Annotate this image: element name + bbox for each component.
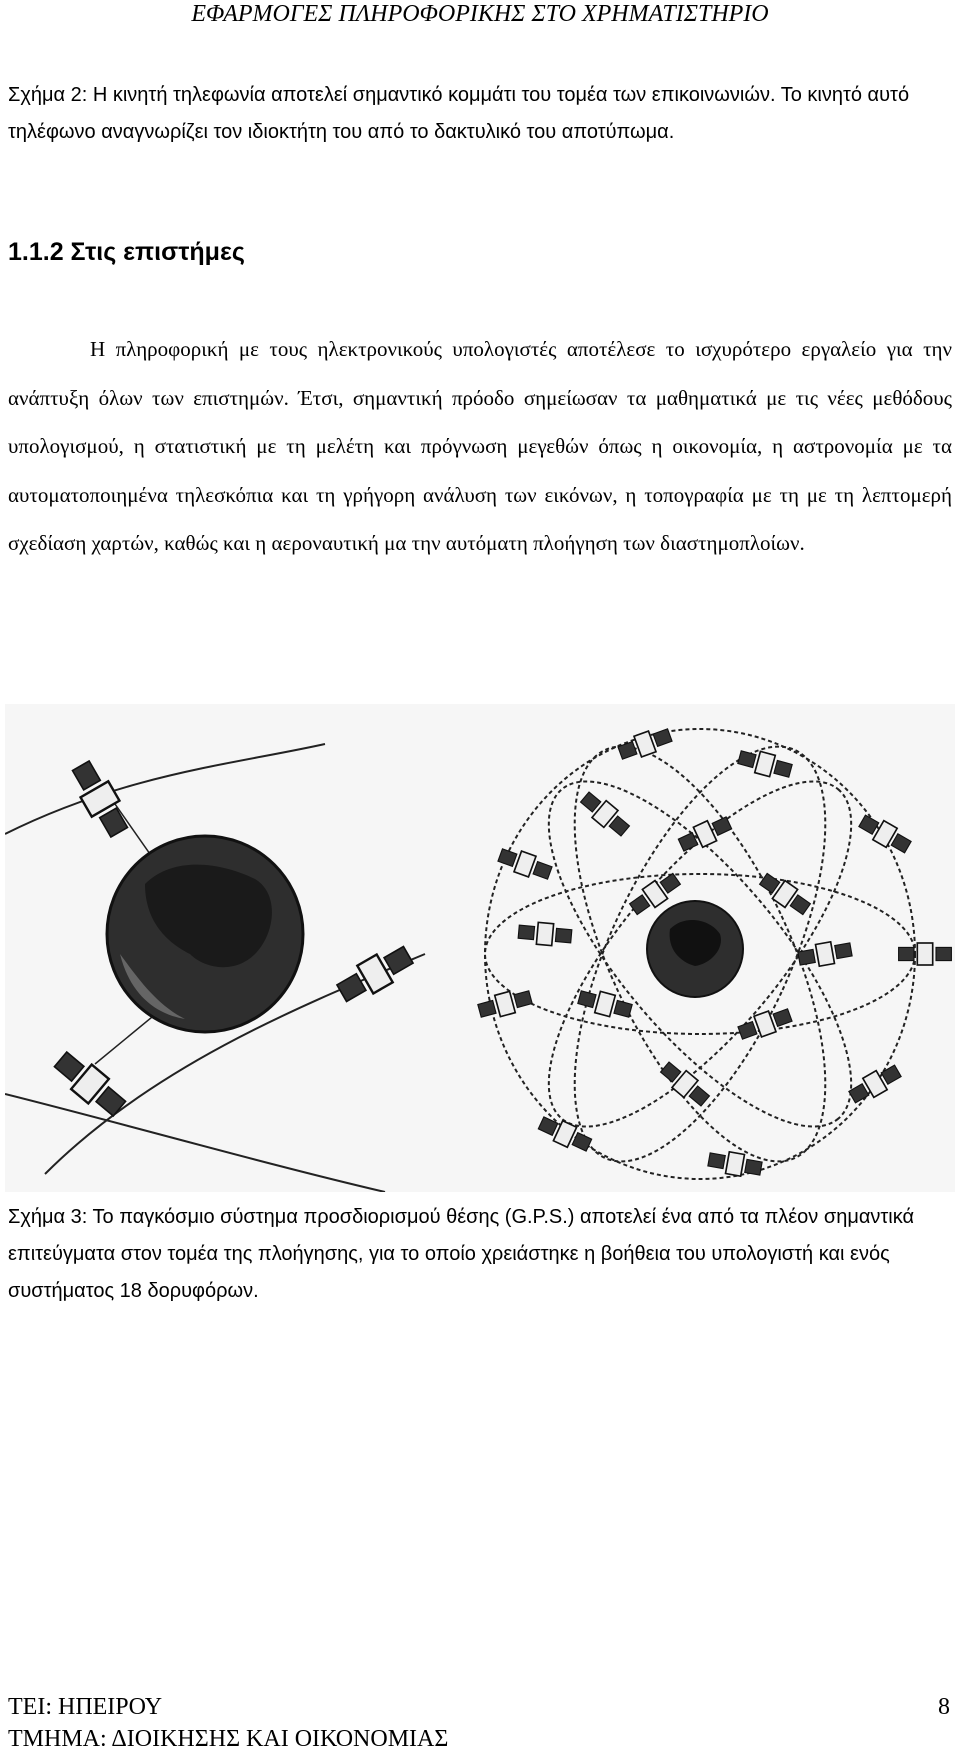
right-earth-group <box>647 901 743 997</box>
satellite-icon <box>518 921 573 948</box>
footer <box>8 1691 448 1755</box>
satellite-icon <box>334 941 417 1007</box>
figure-2-caption: Σχήμα 2: Η κινητή τηλεφωνία αποτελεί σημαντικό κομμάτι του τομέα των επικοινωνιών. Το κινητό αυτό τηλέφωνο αναγνωρίζει τον ιδιοκτήτη του από το δακτυλικό του αποτύπωμα. <box>8 84 910 143</box>
satellite-icon <box>477 987 534 1022</box>
page-number: 8 <box>938 1694 950 1720</box>
gps-figure <box>5 704 955 1192</box>
section-heading: 1.1.2 Στις επιστήμες <box>8 238 245 266</box>
satellite-icon <box>578 789 633 840</box>
satellite-icon <box>737 747 794 782</box>
satellite-icon <box>50 1047 129 1121</box>
satellite-icon <box>757 870 813 918</box>
running-title: ΕΦΑΡΜΟΓΕΣ ΠΛΗΡΟΦΟΡΙΚΗΣ ΣΤΟ ΧΡΗΜΑΤΙΣΤΗΡΙΟ <box>191 1 769 27</box>
satellite-icon <box>658 1059 713 1110</box>
satellite-icon <box>536 1113 593 1155</box>
satellite-icon <box>736 1005 793 1044</box>
satellite-icon <box>707 1149 763 1180</box>
gps-illustration <box>5 704 955 1192</box>
satellite-icon <box>847 1061 904 1106</box>
footer-institution: ΤΕΙ: ΗΠΕΙΡΟΥ <box>8 1694 163 1720</box>
footer-department: ΤΜΗΜΑ: ΔΙΟΙΚΗΣΗΣ ΚΑΙ ΟΙΚΟΝΟΜΙΑΣ <box>8 1726 449 1752</box>
running-header <box>0 0 960 28</box>
satellite-icon <box>676 813 733 855</box>
satellite-icon <box>857 811 914 856</box>
satellite-icon <box>577 987 634 1022</box>
satellite-icon <box>496 845 553 884</box>
satellite-icon <box>616 725 673 764</box>
left-earth-group <box>107 836 303 1032</box>
satellite-icon <box>67 758 133 841</box>
figure-3-caption: Σχήμα 3: Το παγκόσμιο σύστημα προσδιορισμού θέσης (G.P.S.) αποτελεί ένα από τα πλέον σημαντικά επιτεύγματα στον τομέα της πλοήγησης, για το οποίο χρειάστηκε η βοήθεια του υπολογιστή και ενός συστήματος 18 δορυφόρων. <box>8 1206 915 1302</box>
satellite-icon <box>899 943 952 965</box>
section-paragraph: Η πληροφορική με τους ηλεκτρονικούς υπολογιστές αποτέλεσε το ισχυρότερο εργαλείο για την ανάπτυξη όλων των επιστημών. Έτσι, σημαντική πρόοδο σημείωσαν τα μαθηματικά με τις νέες μεθόδους υπολογισμού, η στατιστική με τη μελέτη και πρόγνωση μεγεθών όπως η οικονομία, η αστρονομία με τα αυτοματοποιημένα τηλεσκόπια και τη γρήγορη ανάλυση των εικόνων, η τοπογραφία με τη με τη λεπτομερή σχεδίαση χαρτών, καθώς και η αεροναυτική μα την αυτόματη πλοήγηση των διαστημοπλοίων. <box>8 337 952 555</box>
